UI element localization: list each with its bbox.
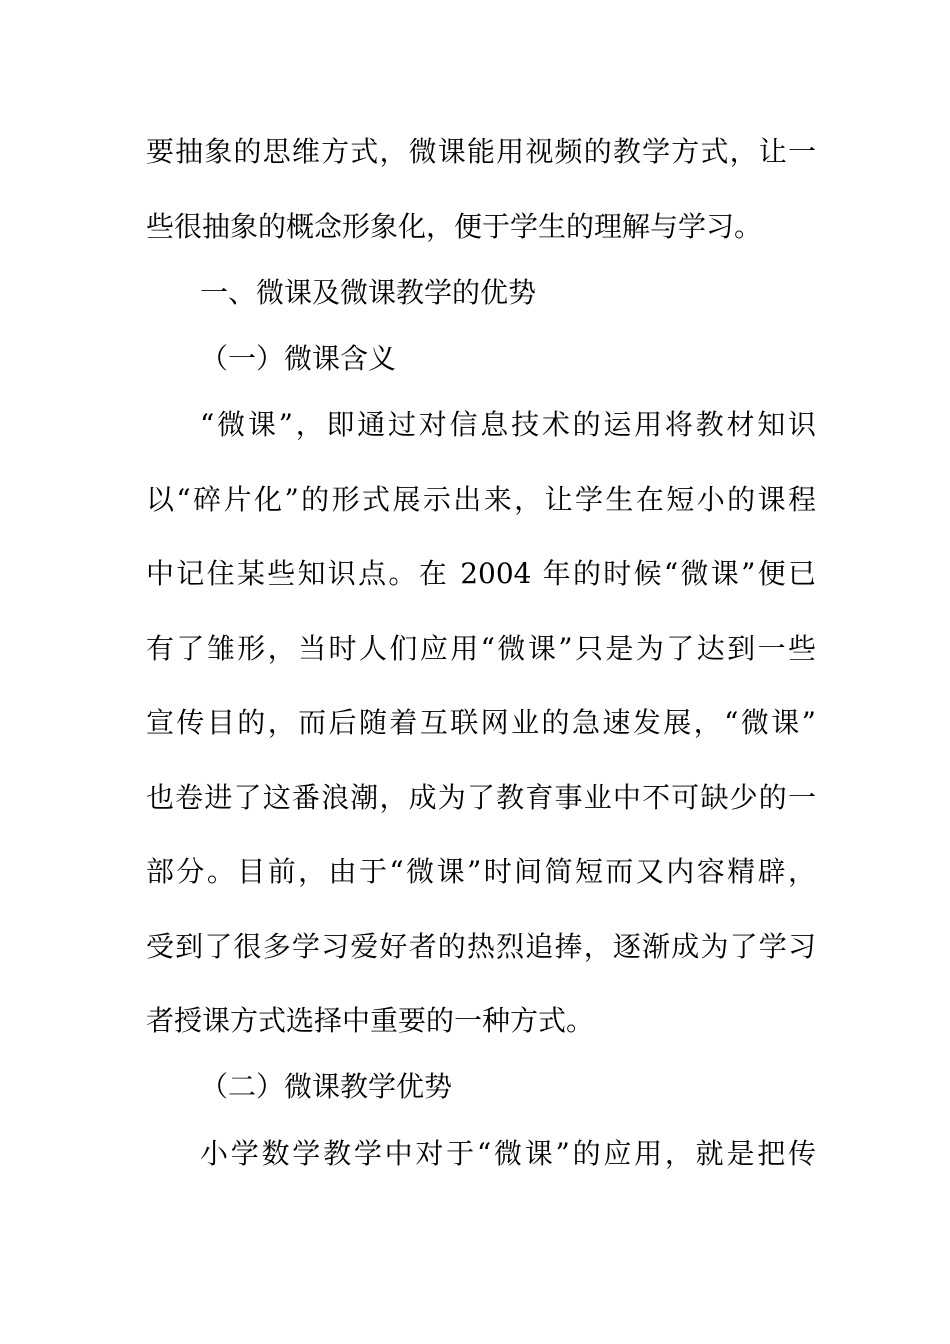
paragraph-line: 要抽象的思维方式，微课能用视频的教学方式，让一	[146, 135, 816, 168]
paragraph-line: 宣传目的，而后随着互联网业的急速发展，“微课”	[146, 706, 816, 739]
paragraph-line: 以“碎片化”的形式展示出来，让学生在短小的课程	[146, 483, 816, 516]
paragraph-line: 者授课方式选择中重要的一种方式。	[146, 1004, 595, 1037]
paragraph-line: 部分。目前，由于“微课”时间简短而又内容精辟，	[146, 855, 816, 888]
section-heading: 一、微课及微课教学的优势	[200, 276, 537, 309]
subsection-heading: （一）微课含义	[200, 342, 397, 375]
paragraph-line: 中记住某些知识点。在 2004 年的时候“微课”便已	[146, 557, 816, 590]
paragraph-line: 有了雏形，当时人们应用“微课”只是为了达到一些	[146, 632, 816, 665]
paragraph-line: 小学数学教学中对于“微课”的应用，就是把传	[200, 1137, 816, 1170]
subsection-heading: （二）微课教学优势	[200, 1070, 453, 1103]
paragraph-line: 受到了很多学习爱好者的热烈追捧，逐渐成为了学习	[146, 930, 816, 963]
paragraph-line: 也卷进了这番浪潮，成为了教育事业中不可缺少的一	[146, 781, 816, 814]
paragraph-line: “微课”，即通过对信息技术的运用将教材知识	[200, 408, 816, 441]
paragraph-line: 些很抽象的概念形象化，便于学生的理解与学习。	[146, 210, 763, 243]
